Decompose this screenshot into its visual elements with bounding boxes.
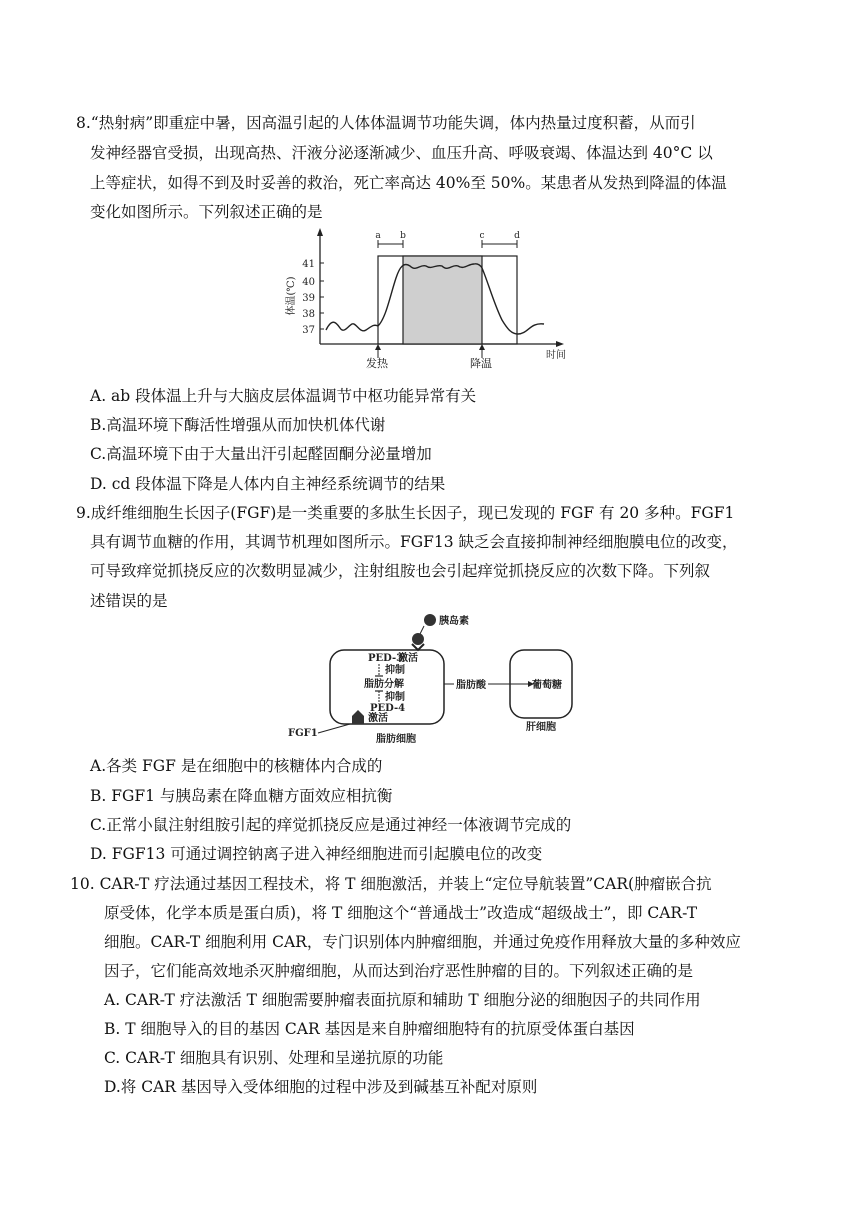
insulin-bound-dot [412,633,424,645]
q9-stem-line-1: 9.成纤维细胞生长因子(FGF)是一类重要的多肽生长因子，现已发现的 FGF 有 20 多种。FGF1 [76,504,735,522]
liver-cell-label: 肝细胞 [526,722,556,733]
q10-option-a: A. CAR-T 疗法激活 T 细胞需要肿瘤表面抗原和辅助 T 细胞分泌的细胞因子的共同作用 [104,991,701,1009]
q10-option-b: B. T 细胞导入的目的基因 CAR 基因是来自肿瘤细胞特有的抗原受体蛋白基因 [104,1020,635,1038]
q8-stem-line-3: 上等症状，如得不到及时妥善的救治，死亡率高达 40%至 50%。某患者从发热到降温的体温 [90,174,727,192]
q8-stem-line-1: 8.“热射病”即重症中暑，因高温引起的人体体温调节功能失调，体内热量过度积蓄，从而引 [76,114,696,132]
mark-a: a [375,231,381,241]
q9-stem-line-2: 具有调节血糖的作用，其调节机理如图所示。FGF13 缺乏会直接抑制神经细胞膜电位的改变， [90,533,738,551]
q8-stem-line-2: 发神经器官受损，出现高热、汗液分泌逐渐减少、血压升高、呼吸衰竭、体温达到 40°C 以 [90,144,713,162]
q10-option-d: D.将 CAR 基因导入受体细胞的过程中涉及到碱基互补配对原则 [104,1078,538,1096]
q10-option-c: C. CAR-T 细胞具有识别、处理和呈递抗原的功能 [104,1049,444,1067]
q8-option-c: C.高温环境下由于大量出汗引起醛固酮分泌量增加 [90,445,432,463]
event-fever-label: 发热 [366,357,388,370]
inhibit-label-top: 抑制 [385,665,405,676]
y-tick-label: 41 [302,259,315,270]
q9-option-a: A.各类 FGF 是在细胞中的核糖体内合成的 [90,757,383,775]
q10-stem-line-3: 细胞。CAR-T 细胞利用 CAR，专门识别体内肿瘤细胞，并通过免疫作用释放大量的多种效应 [104,933,741,951]
q10-stem-line-4: 因子，它们能高效地杀灭肿瘤细胞，从而达到治疗恶性肿瘤的目的。下列叙述正确的是 [104,962,694,980]
mark-c: c [479,231,485,241]
b-c-shaded-interval [403,256,482,344]
y-tick-label: 38 [302,309,315,320]
q9-option-c: C.正常小鼠注射组胺引起的痒觉抓挠反应是通过神经一体液调节完成的 [90,816,572,834]
q10-stem-line-2: 原受体，化学本质是蛋白质)，将 T 细胞这个“普通战士”改造成“超级战士”，即 CAR-T [104,904,698,922]
activate-label-top: 激活 [398,653,418,664]
lipolysis-label: 脂肪分解 [364,679,404,690]
q8-option-a: A. ab 段体温上升与大脑皮层体温调节中枢功能异常有关 [90,387,477,405]
insulin-dot [424,614,436,626]
fgf1-label: FGF1 [288,728,318,739]
q10-stem-line-1: 10. CAR-T 疗法通过基因工程技术，将 T 细胞激活，并装上“定位导航装置”CAR(肿瘤嵌合抗 [70,875,712,893]
q9-option-b: B. FGF1 与胰岛素在降血糖方面效应相抗衡 [90,787,393,805]
fatty-acid-label: 脂肪酸 [456,680,486,691]
body-temperature-figure [282,226,582,364]
inhibit-label-bottom: 抑制 [385,692,405,703]
y-tick-label: 39 [302,293,315,304]
event-arrows [375,344,485,358]
ped4-label: PED-4 [370,703,406,714]
q9-stem-line-3: 可导致痒觉抓挠反应的次数明显减少，注射组胺也会引起痒觉抓挠反应的次数下降。下列叙 [90,562,711,580]
q9-stem-line-4: 述错误的是 [90,592,168,610]
mark-b: b [400,231,406,241]
y-tick-label: 37 [302,325,315,336]
event-cooling-label: 降温 [470,357,492,370]
glucose-label: 葡萄糖 [532,680,562,691]
fgf1-mechanism-figure [284,612,594,746]
q8-option-b: B.高温环境下酶活性增强从而加快机体代谢 [90,416,386,434]
interval-brackets [378,240,517,248]
x-axis-label: 时间 [546,350,566,361]
adipocyte-label: 脂肪细胞 [376,734,416,745]
activate-label-bottom: 激活 [368,713,388,724]
q8-stem-line-4: 变化如图所示。下列叙述正确的是 [90,203,323,221]
fgf1-receptor-icon [352,710,364,724]
y-tick-label: 40 [302,277,315,288]
q9-option-d: D. FGF13 可通过调控钠离子进入神经细胞进而引起膜电位的改变 [90,845,543,863]
q8-option-d: D. cd 段体温下降是人体内自主神经系统调节的结果 [90,475,446,493]
ped3-label: PED-3 [368,653,404,664]
y-ticks [302,259,324,336]
mark-d: d [514,231,520,241]
insulin-label: 胰岛素 [439,616,469,627]
y-axis-label: 体温(℃) [286,276,297,316]
